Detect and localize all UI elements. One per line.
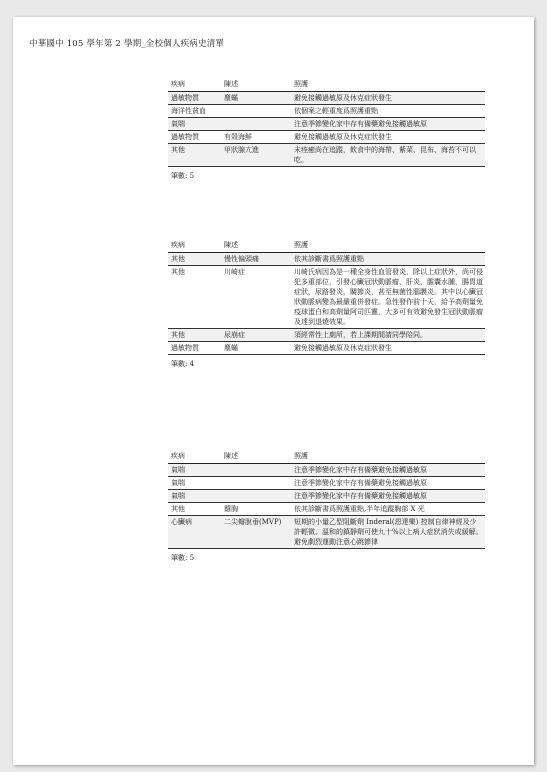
header-care: 照護 [291,77,485,92]
table-row [168,253,485,266]
cell-description: 甲狀腺亢進 [221,144,291,167]
cell-disease: 其他 [168,253,221,266]
table-row [168,490,485,503]
cell-disease: 過敏物質 [168,92,221,105]
document-page [13,17,534,765]
cell-disease: 氣喘 [168,464,221,477]
table-header-row [168,77,485,92]
table-row [168,329,485,342]
cell-care: 注意季節變化家中存有備藥避免接觸過敏原 [291,118,485,131]
table-row [168,105,485,118]
cell-description: 雞胸 [221,503,291,516]
cell-description [221,105,291,118]
record-section [168,238,485,369]
cell-description: 尿崩症 [221,329,291,342]
record-section [168,449,485,563]
record-section [168,77,485,181]
table-row [168,503,485,516]
table-header-row [168,449,485,464]
cell-description [221,464,291,477]
disease-table [168,238,485,355]
table-row [168,464,485,477]
cell-care: 依其診斷書爲照護重點,半年追蹤胸部 X 光 [291,503,485,516]
cell-care: 注意季節變化家中存有備藥避免接觸過敏原 [291,490,485,503]
header-care: 照護 [291,449,485,464]
cell-disease: 其他 [168,329,221,342]
cell-care: 須經常性上廁所，若上課期間請同學陪同。 [291,329,485,342]
cell-description: 川崎症 [221,266,291,329]
table-header-row [168,238,485,253]
header-care: 照護 [291,238,485,253]
cell-disease: 氣喘 [168,118,221,131]
cell-description: 塵蟎 [221,92,291,105]
cell-description [221,118,291,131]
cell-description: 有殼海鮮 [221,131,291,144]
cell-care: 避免接觸過敏原及休克症狀發生 [291,92,485,105]
cell-disease: 其他 [168,144,221,167]
cell-description [221,477,291,490]
cell-care: 避免接觸過敏原及休克症狀發生 [291,131,485,144]
table-row [168,342,485,355]
cell-description: 二尖瓣脫垂(MVP) [221,516,291,549]
record-count: 筆數: 5 [171,172,195,180]
cell-disease: 氣喘 [168,477,221,490]
header-disease: 疾病 [168,238,221,253]
page-title: 中華國中 105 學年第 2 學期_全校個人疾病史清單 [29,39,225,49]
cell-care: 注意季節變化家中存有備藥避免接觸過敏原 [291,464,485,477]
cell-description: 慢性偏頭痛 [221,253,291,266]
cell-disease: 心臟病 [168,516,221,549]
cell-disease: 其他 [168,503,221,516]
table-row [168,516,485,549]
cell-care: 未痊癒尚在追蹤，飲食中的海帶、紫菜、昆布、海苔不可以吃。 [291,144,485,167]
table-row [168,131,485,144]
table-row [168,144,485,167]
table-row [168,477,485,490]
cell-care: 注意季節變化家中存有備藥避免接觸過敏原 [291,477,485,490]
cell-care: 依其診斷書爲照護重點 [291,253,485,266]
header-description: 陳述 [221,449,291,464]
cell-disease: 其他 [168,266,221,329]
cell-care: 避免接觸過敏原及休克症狀發生 [291,342,485,355]
header-disease: 疾病 [168,77,221,92]
header-description: 陳述 [221,238,291,253]
cell-disease: 過敏物質 [168,131,221,144]
table-row [168,118,485,131]
cell-care: 依個案之輕重度爲照護重點 [291,105,485,118]
cell-description [221,490,291,503]
header-description: 陳述 [221,77,291,92]
table-row [168,92,485,105]
cell-disease: 氣喘 [168,490,221,503]
cell-care: 短期的小量乙型阻斷劑 Inderal(恩達樂) 控制自律神經及少許輕微、溫和的鎮靜劑可使九十%以上病人症狀消失或緩解。 避免劇烈運動注意心跳節律 [291,516,485,549]
record-count: 筆數: 5 [171,554,195,562]
header-disease: 疾病 [168,449,221,464]
disease-table [168,77,485,167]
cell-disease: 海洋性貧血 [168,105,221,118]
cell-description: 塵蟎 [221,342,291,355]
record-count: 筆數: 4 [171,360,195,368]
cell-care: 川崎氏病因為是一種全身性血管發炎，除以上症狀外，尚可侵犯多重部位，引發心臟冠狀動脈瘤，肝炎，膽囊水腫，腸胃道症狀，尿路發炎，關節炎，甚至無菌性腦膜炎。其中以心臟冠狀動脈病變為最嚴重併發症。急性發作前十天，給予高劑量免疫球蛋白和高劑量阿司匹靈，大多可有效避免發生冠狀動脈瘤及達到退燒效果。 [291,266,485,329]
cell-disease: 過敏物質 [168,342,221,355]
disease-table [168,449,485,549]
table-row [168,266,485,329]
